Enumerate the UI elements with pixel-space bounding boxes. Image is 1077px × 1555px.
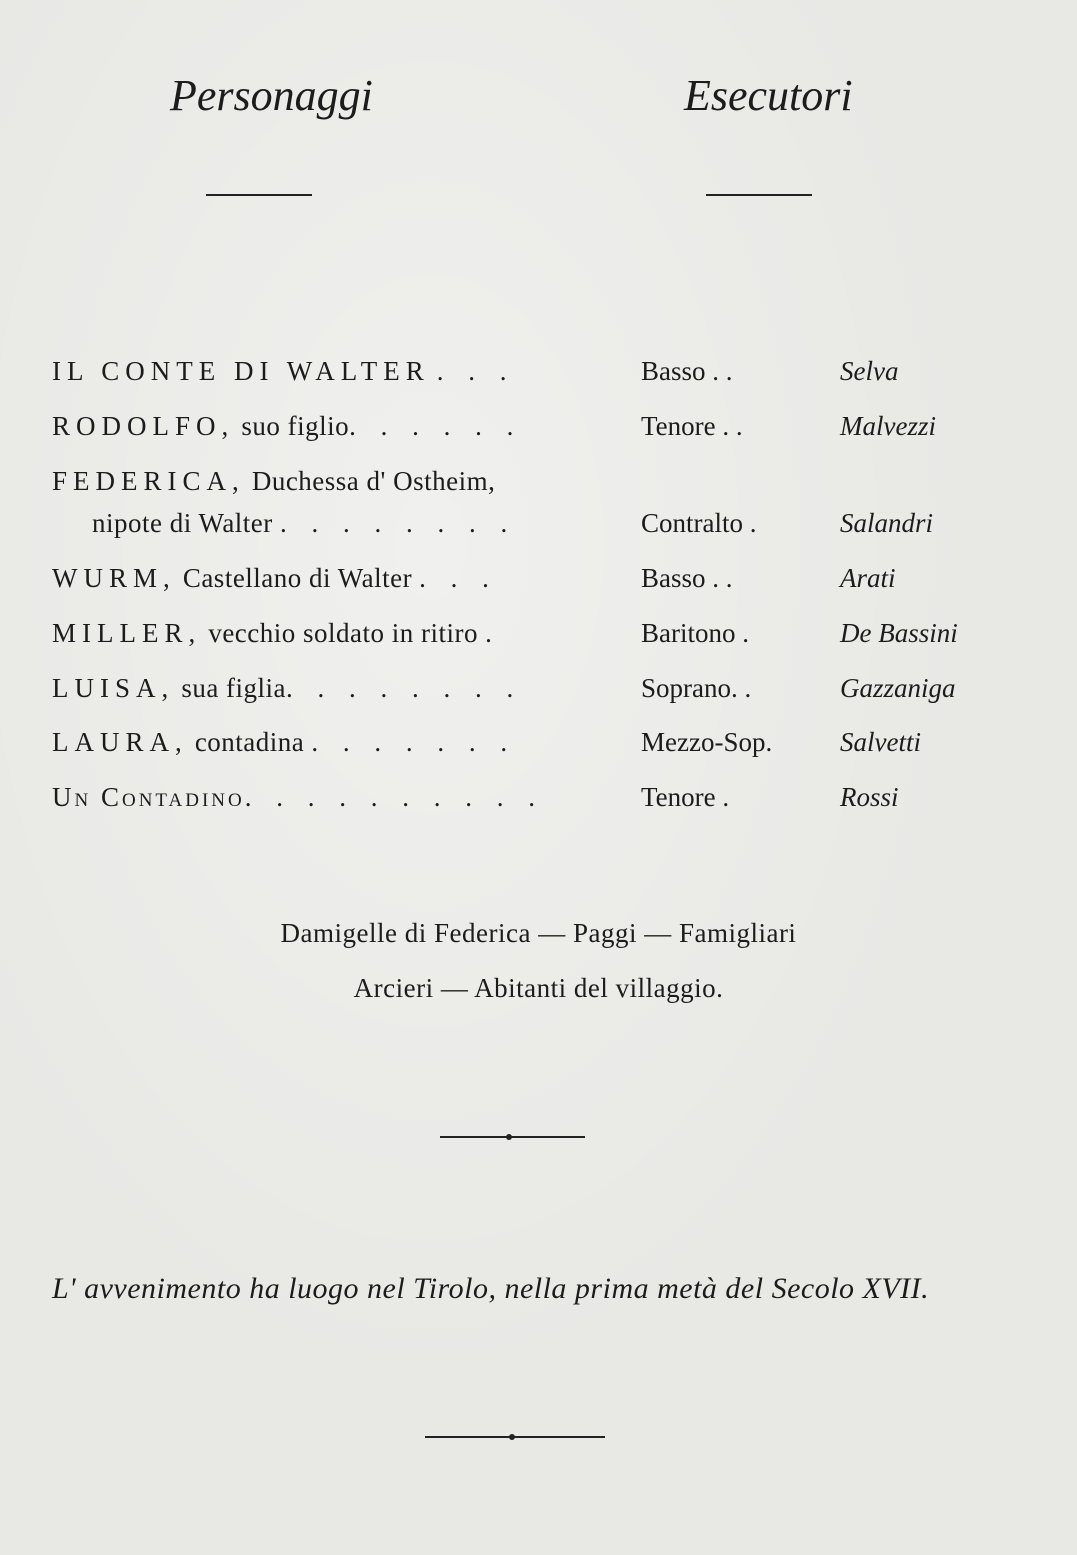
ornament-dot	[506, 1134, 512, 1140]
role-name: LAURA,	[52, 727, 188, 757]
cast-row-continuation	[0, 508, 1077, 548]
role-cell	[52, 563, 498, 594]
role-description: vecchio soldato in ritiro	[208, 618, 478, 648]
singer-name: Salvetti	[840, 727, 921, 757]
voice-type: Mezzo-Sop.	[641, 727, 773, 757]
voice-type: Baritono .	[641, 618, 749, 648]
role-name: LUISA,	[52, 673, 175, 703]
header-rule-left	[206, 194, 312, 196]
setting-statement: L' avvenimento ha luogo nel Tirolo, nella prima metà del Secolo XVII.	[52, 1272, 930, 1305]
role-description: contadina	[194, 727, 305, 757]
header-esecutori: Esecutori	[684, 71, 853, 120]
voice-type: Tenore . .	[641, 411, 743, 441]
chorus-line-1: Damigelle di Federica — Paggi — Famigliari	[280, 918, 797, 948]
cast-row	[0, 673, 1077, 713]
cast-row	[0, 563, 1077, 603]
role-name: IL CONTE DI WALTER	[52, 356, 430, 386]
role-name: Un Contadino	[52, 782, 245, 812]
singer-name: Gazzaniga	[840, 673, 956, 703]
role-name: RODOLFO,	[52, 411, 235, 441]
singer-name: Malvezzi	[840, 411, 936, 441]
dot-leader: . . . . . . . . . .	[244, 782, 544, 812]
chorus-line-2: Arcieri — Abitanti del villaggio.	[353, 973, 724, 1003]
role-name: MILLER,	[52, 618, 202, 648]
voice-type: Basso . .	[641, 563, 733, 593]
role-description: Castellano di Walter	[182, 563, 413, 593]
role-cell	[52, 466, 495, 497]
singer-name: Arati	[840, 563, 896, 593]
dot-leader: . . . . . . .	[311, 727, 517, 757]
header-personaggi: Personaggi	[170, 71, 373, 120]
singer-name: De Bassini	[840, 618, 958, 648]
cast-row	[0, 411, 1077, 451]
role-cell	[52, 782, 544, 813]
dot-leader: . . . . . . . .	[280, 508, 517, 538]
dot-leader: . . . . . .	[349, 411, 523, 441]
role-description: suo figlio	[241, 411, 350, 441]
singer-name: Rossi	[840, 782, 899, 812]
voice-type: Soprano. .	[641, 673, 752, 703]
role-name: WURM,	[52, 563, 176, 593]
dot-leader: . . .	[436, 356, 516, 386]
header-rule-right	[706, 194, 812, 196]
ornamental-rule	[440, 1136, 585, 1138]
dot-leader: . . .	[419, 563, 498, 593]
role-name: FEDERICA,	[52, 466, 245, 496]
role-description: Duchessa d' Ostheim,	[251, 466, 496, 496]
singer-name: Selva	[840, 356, 899, 386]
role-cell	[52, 356, 516, 387]
cast-row	[0, 618, 1077, 658]
ornament-dot	[509, 1434, 515, 1440]
cast-row	[0, 727, 1077, 767]
role-cell-line2	[92, 508, 516, 539]
role-description: sua figlia	[181, 673, 287, 703]
ornamental-rule-bottom	[425, 1436, 605, 1438]
dot-leader: .	[485, 618, 501, 648]
cast-row	[0, 466, 1077, 506]
voice-type: Contralto .	[641, 508, 757, 538]
dot-leader: . . . . . . . .	[286, 673, 523, 703]
singer-name: Salandri	[840, 508, 934, 538]
role-cell	[52, 411, 522, 442]
voice-type: Basso . .	[641, 356, 733, 386]
cast-row	[0, 782, 1077, 822]
role-cell	[52, 618, 501, 649]
role-cell	[52, 727, 516, 758]
cast-row	[0, 356, 1077, 396]
voice-type: Tenore .	[641, 782, 730, 812]
role-description-line2: nipote di Walter	[92, 508, 273, 538]
role-cell	[52, 673, 522, 704]
